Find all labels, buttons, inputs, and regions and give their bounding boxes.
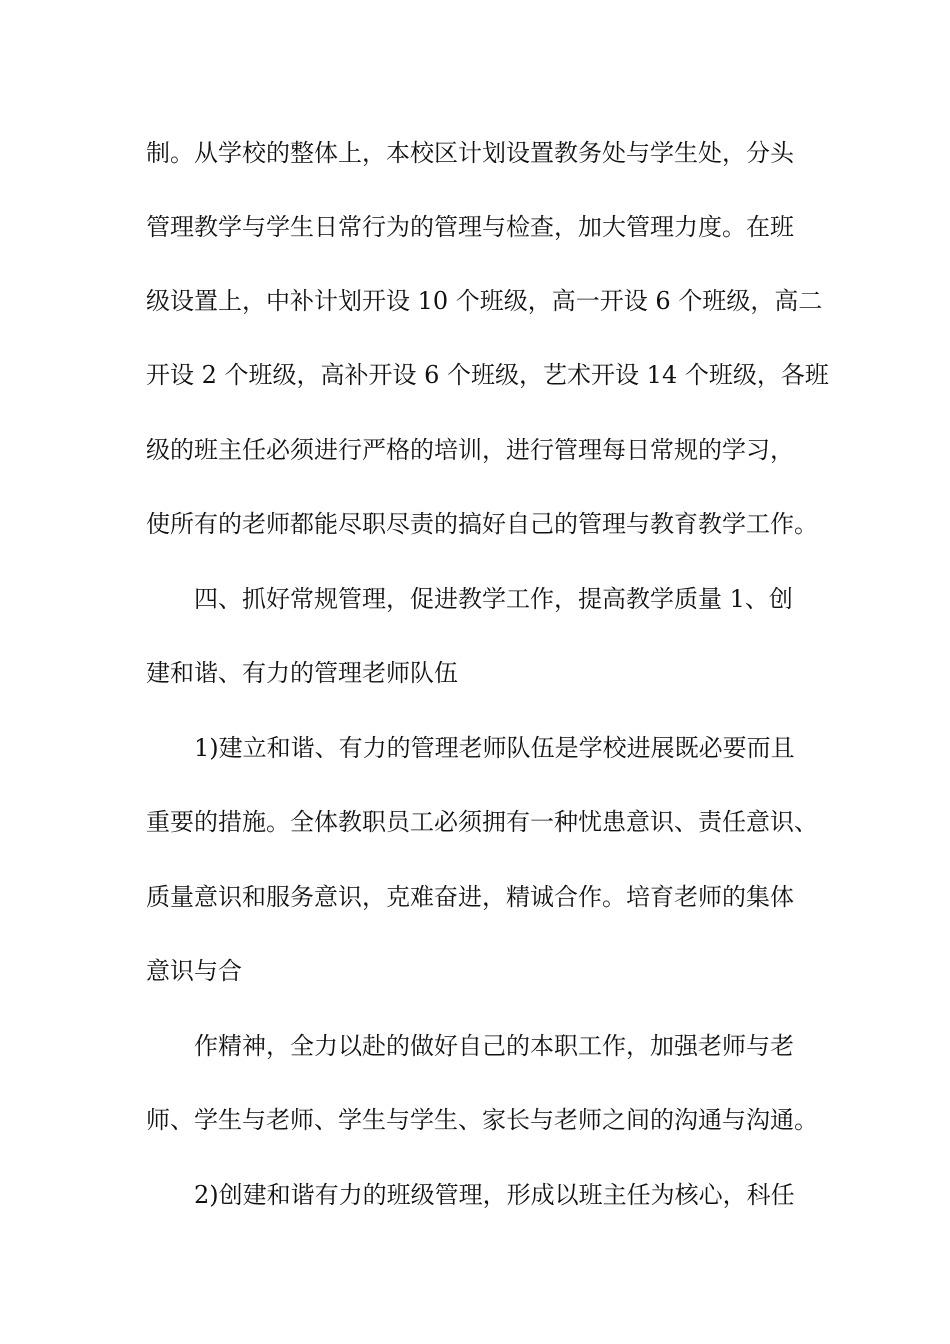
text-line: 级的班主任必须进行严格的培训，进行管理每日常规的学习， — [146, 436, 794, 464]
paragraph-first-line: 2)创建和谐有力的班级管理，形成以班主任为核心，科任 — [194, 1181, 795, 1209]
section-heading-line: 四、抓好常规管理，促进教学工作，提高教学质量 1、创 — [194, 585, 793, 613]
text-line: 意识与合 — [146, 957, 242, 985]
text-line: 开设 2 个班级，高补开设 6 个班级，艺术开设 14 个班级，各班 — [146, 361, 829, 389]
text-line: 建和谐、有力的管理老师队伍 — [146, 659, 458, 687]
text-line: 重要的措施。全体教职员工必须拥有一种忧患意识、责任意识、 — [146, 808, 818, 836]
text-line: 管理教学与学生日常行为的管理与检查，加大管理力度。在班 — [146, 213, 794, 241]
text-line: 使所有的老师都能尽职尽责的搞好自己的管理与教育教学工作。 — [146, 510, 818, 538]
paragraph-first-line: 作精神，全力以赴的做好自己的本职工作，加强老师与老 — [194, 1032, 794, 1060]
text-line: 质量意识和服务意识，克难奋进，精诚合作。培育老师的集体 — [146, 883, 794, 911]
paragraph-first-line: 1)建立和谐、有力的管理老师队伍是学校进展既必要而且 — [194, 734, 795, 762]
text-line: 制。从学校的整体上，本校区计划设置教务处与学生处，分头 — [146, 139, 794, 167]
text-line: 级设置上，中补计划开设 10 个班级，高一开设 6 个班级，高二 — [146, 287, 823, 315]
text-line: 师、学生与老师、学生与学生、家长与老师之间的沟通与沟通。 — [146, 1106, 818, 1134]
